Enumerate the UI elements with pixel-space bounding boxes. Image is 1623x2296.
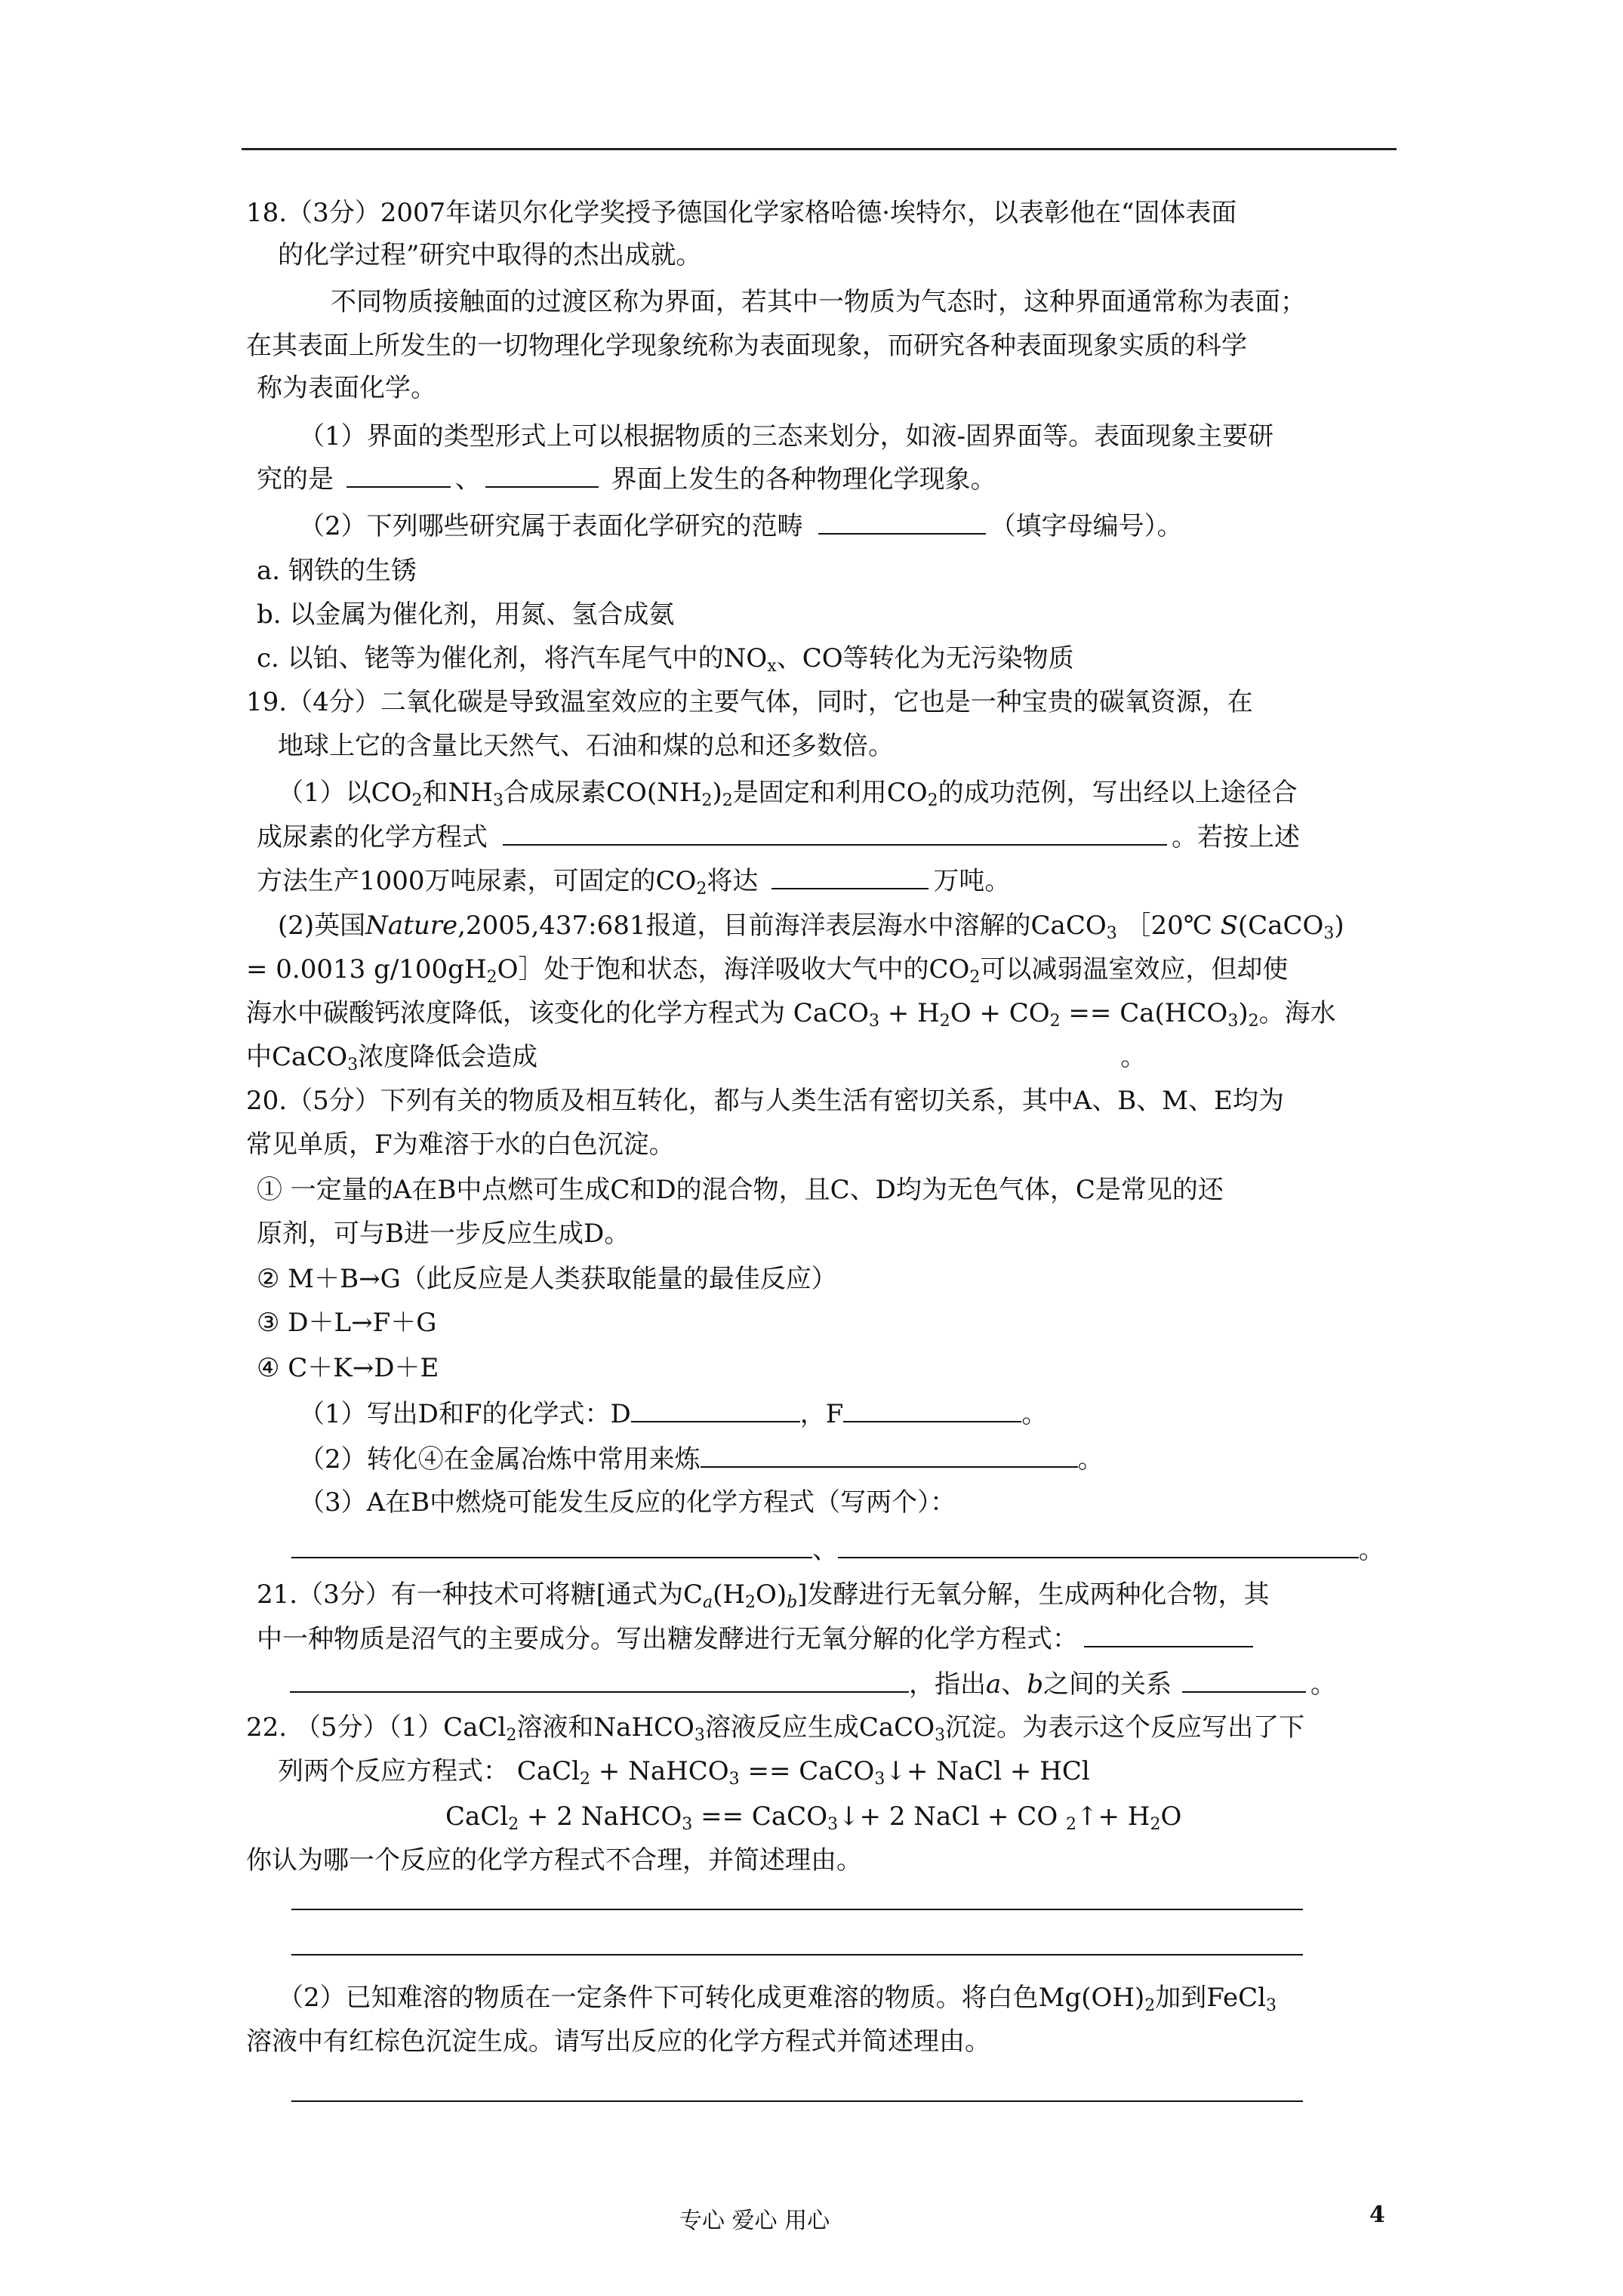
q19-p1-text: 是固定和利用CO bbox=[732, 778, 928, 808]
q19-sub: 3 bbox=[1106, 924, 1117, 943]
q19-p1b-post: 。若按上述 bbox=[1172, 822, 1300, 852]
q19-sub: 2 bbox=[969, 968, 981, 987]
q19-part2-a bbox=[278, 911, 1344, 949]
q22-text: 溶液和NaHCO bbox=[516, 1712, 694, 1743]
q22-text: O bbox=[1160, 1801, 1182, 1832]
q20-s1-mid: ，F bbox=[799, 1399, 844, 1429]
q18-part1-b-sep: 、 bbox=[454, 464, 481, 495]
q21-text: 、 bbox=[1001, 1669, 1027, 1700]
q19-sub: 2 bbox=[1248, 1012, 1259, 1031]
q21-sub-a: a bbox=[702, 1593, 713, 1612]
q18-line-1: 18.（3分）2007年诺贝尔化学奖授予德国化学家格哈德·埃特尔，以表彰他在“固体表面 bbox=[246, 198, 1237, 228]
q22-sub: 3 bbox=[827, 1815, 839, 1834]
q19-p1c-mid: 将达 bbox=[707, 866, 759, 896]
q18-part1-a: （1）界面的类型形式上可以根据物质的三态来划分，如液-固界面等。表面现象主要研 bbox=[299, 421, 1274, 451]
q22-sub: 3 bbox=[728, 1770, 740, 1789]
q19-p2-text: ) bbox=[1334, 911, 1344, 941]
q20-metal-blank[interactable] bbox=[701, 1444, 1078, 1468]
q18-part1-b-post: 界面上发生的各种物理化学现象。 bbox=[611, 464, 996, 495]
footer-motto: 专心 爱心 用心 bbox=[679, 2208, 830, 2234]
q19-sub: 3 bbox=[1323, 924, 1335, 943]
q22-sub: 2 bbox=[1066, 1815, 1076, 1834]
q19-sub: 2 bbox=[722, 791, 733, 810]
q19-solubility-symbol: S bbox=[1220, 911, 1238, 941]
q21-var-a: a bbox=[986, 1669, 1002, 1700]
q22-part2-a bbox=[278, 1983, 1277, 2021]
q18-option-a: a. 钢铁的生锈 bbox=[257, 556, 417, 586]
q18-part2-blank[interactable] bbox=[818, 510, 986, 535]
q19-p1c-pre: 方法生产1000万吨尿素，可固定的CO bbox=[257, 866, 697, 896]
q22-text: == CaCO bbox=[692, 1801, 828, 1832]
q22-text: ↓+ NaCl + HCl bbox=[885, 1756, 1090, 1786]
q21-relation-blank[interactable] bbox=[1182, 1669, 1306, 1693]
q18-line-3: 不同物质接触面的过渡区称为界面，若其中一物质为气态时，这种界面通常称为表面； bbox=[331, 287, 1306, 317]
q21-equation-blank-1[interactable] bbox=[1084, 1623, 1253, 1647]
q20-s2-pre: （2）转化④在金属冶炼中常用来炼 bbox=[299, 1444, 701, 1475]
q19-p2c-text: == Ca(HCO bbox=[1060, 998, 1228, 1028]
q19-sub: 3 bbox=[868, 1012, 879, 1031]
q22-text: + NaHCO bbox=[590, 1756, 729, 1786]
q18-option-b: b. 以金属为催化剂，用氮、氢合成氨 bbox=[257, 599, 675, 630]
q18-option-c-sub: x bbox=[767, 657, 777, 676]
q20-line-1: 20.（5分）下列有关的物质及相互转化，都与人类生活有密切关系，其中A、B、M、E均为 bbox=[246, 1086, 1284, 1116]
q20-s3-sep: 、 bbox=[812, 1535, 838, 1565]
q22-text: （2）已知难溶的物质在一定条件下可转化成更难溶的物质。将白色Mg(OH) bbox=[278, 1983, 1145, 2013]
q18-line-2: 的化学过程”研究中取得的杰出成就。 bbox=[278, 240, 702, 270]
q21-line-2-text: 中一种物质是沼气的主要成分。写出糖发酵进行无氧分解的化学方程式： bbox=[257, 1624, 1078, 1654]
q21-text: 之间的关系 bbox=[1043, 1669, 1172, 1700]
q19-p2b-text: 可以减弱温室效应，但却使 bbox=[980, 954, 1289, 985]
q20-sub-1 bbox=[299, 1398, 1047, 1429]
q21-text: ，指出 bbox=[909, 1669, 986, 1700]
q19-nature-journal: Nature bbox=[365, 911, 458, 941]
q19-part1-c bbox=[257, 865, 1010, 905]
q22-part2-b: 溶液中有红棕色沉淀生成。请写出反应的化学方程式并简述理由。 bbox=[246, 2026, 990, 2057]
q22-answer-line-1[interactable] bbox=[291, 1909, 1303, 1910]
q18-part2 bbox=[299, 510, 1183, 541]
q22-sub: 3 bbox=[874, 1770, 885, 1789]
q21-equation-blank-2[interactable] bbox=[290, 1669, 909, 1693]
q20-reaction-3: ③ D＋L→F＋G bbox=[257, 1308, 437, 1338]
q22-text: + 2 NaHCO bbox=[519, 1801, 682, 1832]
q22-line-1 bbox=[246, 1712, 1304, 1751]
q19-p2-text: ［20℃ bbox=[1125, 911, 1221, 941]
q22-text: == CaCO bbox=[739, 1756, 875, 1786]
q22-sub: 3 bbox=[1266, 1996, 1277, 2015]
q20-s1-post: 。 bbox=[1021, 1399, 1048, 1429]
q19-equation-blank[interactable] bbox=[503, 821, 1167, 846]
q19-part2-d bbox=[246, 1042, 1146, 1080]
q19-part2-c bbox=[246, 998, 1336, 1037]
q19-p2b-text: = 0.0013 g/100gH bbox=[246, 954, 487, 985]
q19-sub: 2 bbox=[486, 968, 497, 987]
q19-p1-text: （1）以CO bbox=[278, 778, 412, 808]
header-rule bbox=[242, 148, 1397, 150]
q20-reaction-4: ④ C＋K→D＋E bbox=[257, 1353, 439, 1383]
q19-effect-space[interactable] bbox=[542, 1043, 1116, 1065]
q19-sub: 2 bbox=[701, 791, 713, 810]
q20-equation-blank-2[interactable] bbox=[838, 1534, 1359, 1558]
q19-p2-text: ,2005,437:681报道，目前海洋表层海水中溶解的CaCO bbox=[457, 911, 1107, 941]
q20-reaction-2: ② M＋B→G（此反应是人类获取能量的最佳反应） bbox=[257, 1264, 837, 1294]
q19-p2-text: (CaCO bbox=[1237, 911, 1324, 941]
q22-sub: 2 bbox=[508, 1815, 519, 1834]
q20-f-formula-blank[interactable] bbox=[843, 1398, 1021, 1422]
q22-text: 22. （5分）（1）CaCl bbox=[246, 1712, 507, 1743]
q18-option-c bbox=[257, 643, 1074, 682]
q20-reaction-1b: 原剂，可与B进一步反应生成D。 bbox=[257, 1219, 630, 1249]
q19-p2c-text: + H bbox=[879, 998, 940, 1028]
q20-d-formula-blank[interactable] bbox=[631, 1398, 800, 1422]
q21-text: 。 bbox=[1310, 1669, 1337, 1700]
q21-text: 21.（3分）有一种技术可将糖[通式为C bbox=[257, 1579, 703, 1610]
q19-sub: 3 bbox=[1227, 1012, 1239, 1031]
q20-sub-3: （3）A在B中燃烧可能发生反应的化学方程式（写两个）： bbox=[299, 1487, 956, 1518]
q22-line-4: 你认为哪一个反应的化学方程式不合理，并简述理由。 bbox=[246, 1845, 862, 1875]
q22-text: 沉淀。为表示这个反应写出了下 bbox=[945, 1712, 1305, 1743]
q19-p1-text: 和NH bbox=[422, 778, 493, 808]
q20-reaction-1a: ① 一定量的A在B中点燃可生成C和D的混合物，且C、D均为无色气体，C是常见的还 bbox=[257, 1175, 1224, 1205]
q21-text: (H bbox=[713, 1579, 746, 1610]
q21-text: ]发酵进行无氧分解，生成两种化合物，其 bbox=[797, 1579, 1270, 1610]
q18-answer-blank-1[interactable] bbox=[346, 464, 451, 488]
q19-sub: 2 bbox=[927, 791, 938, 810]
q22-sub: 2 bbox=[1144, 1996, 1156, 2015]
q20-sub-2 bbox=[299, 1444, 1104, 1475]
q18-part2-pre: （2）下列哪些研究属于表面化学研究的范畴 bbox=[299, 511, 803, 541]
q18-answer-blank-2[interactable] bbox=[485, 464, 599, 488]
q19-sub: 2 bbox=[1049, 1012, 1061, 1031]
q19-sub: 2 bbox=[696, 880, 707, 898]
q22-sub: 2 bbox=[1150, 1815, 1161, 1834]
q22-sub: 2 bbox=[579, 1770, 590, 1789]
q19-p2d-text: 中CaCO bbox=[246, 1042, 348, 1072]
q21-sub-b: b bbox=[787, 1593, 798, 1612]
q18-line-5: 称为表面化学。 bbox=[257, 373, 436, 403]
q21-line-2 bbox=[257, 1623, 1258, 1654]
q20-line-2: 常见单质，F为难溶于水的白色沉淀。 bbox=[246, 1130, 675, 1160]
q19-p1-text: 合成尿素CO(NH bbox=[503, 778, 702, 808]
q19-sub: 2 bbox=[939, 1012, 950, 1031]
q19-part1-a bbox=[278, 778, 1298, 816]
q19-amount-blank[interactable] bbox=[771, 865, 929, 889]
q19-part1-b bbox=[257, 821, 1300, 852]
q19-p1-text: 的成功范例，写出经以上途径合 bbox=[938, 778, 1298, 808]
q22-text: 列两个反应方程式： CaCl bbox=[278, 1756, 580, 1786]
page-number: 4 bbox=[1369, 2202, 1385, 2228]
q18-option-c-post: 、CO等转化为无污染物质 bbox=[776, 643, 1074, 673]
q19-p2c-text: O + CO bbox=[950, 998, 1050, 1028]
q22-text: CaCl bbox=[445, 1801, 509, 1832]
q19-p2c-text: 。海水 bbox=[1258, 998, 1336, 1028]
q22-line-2 bbox=[278, 1756, 1090, 1795]
q19-line-2: 地球上它的含量比天然气、石油和煤的总和还多数倍。 bbox=[278, 731, 894, 761]
q18-part2-post: （填字母编号）。 bbox=[990, 511, 1183, 541]
q22-sub: 3 bbox=[682, 1815, 693, 1834]
q22-text: 溶液反应生成CaCO bbox=[704, 1712, 935, 1743]
q18-part1-b bbox=[257, 464, 996, 495]
q22-text: ↑+ H bbox=[1076, 1801, 1150, 1832]
q22-sub: 2 bbox=[506, 1726, 517, 1745]
q20-s2-post: 。 bbox=[1077, 1444, 1104, 1475]
q19-sub: 3 bbox=[492, 791, 504, 810]
q18-option-c-pre: c. 以铂、铑等为催化剂，将汽车尾气中的NO bbox=[257, 643, 768, 673]
q22-sub: 3 bbox=[935, 1726, 946, 1745]
q18-part1-b-pre: 究的是 bbox=[257, 464, 334, 495]
q22-sub: 3 bbox=[694, 1726, 705, 1745]
q19-p2c-text: 海水中碳酸钙浓度降低，该变化的化学方程式为 CaCO bbox=[246, 998, 869, 1028]
q20-s1-pre: （1）写出D和F的化学式：D bbox=[299, 1399, 631, 1429]
q19-p2b-text: O］处于饱和状态，海洋吸收大气中的CO bbox=[497, 954, 970, 985]
q19-p1b-pre: 成尿素的化学方程式 bbox=[257, 822, 488, 852]
q22-text: ↓+ 2 NaCl + CO bbox=[838, 1801, 1066, 1832]
q18-line-4: 在其表面上所发生的一切物理化学现象统称为表面现象，而研究各种表面现象实质的科学 bbox=[246, 331, 1247, 361]
q22-text: 加到FeCl bbox=[1155, 1983, 1267, 2013]
q21-var-b: b bbox=[1027, 1669, 1044, 1700]
q21-line-3 bbox=[290, 1669, 1336, 1700]
q22-answer-line-3[interactable] bbox=[291, 2100, 1303, 2102]
q20-equation-blank-1[interactable] bbox=[291, 1534, 812, 1558]
q19-p1c-post: 万吨。 bbox=[933, 866, 1011, 896]
q22-line-3 bbox=[445, 1801, 1181, 1840]
q21-sub-2: 2 bbox=[745, 1593, 756, 1612]
q22-answer-line-2[interactable] bbox=[291, 1954, 1303, 1955]
q21-text: O) bbox=[756, 1579, 787, 1610]
q20-sub-3-answers bbox=[291, 1534, 1384, 1565]
q19-p2c-text: ) bbox=[1238, 998, 1249, 1028]
q20-s3-end: 。 bbox=[1359, 1535, 1384, 1565]
q19-p2d-text: 。 bbox=[1120, 1042, 1147, 1072]
q19-sub: 3 bbox=[347, 1056, 359, 1074]
q21-line-1 bbox=[257, 1579, 1270, 1618]
q19-sub: 2 bbox=[411, 791, 423, 810]
q19-p1-text: ) bbox=[712, 778, 722, 808]
q19-p2-text: (2)英国 bbox=[278, 911, 366, 941]
q19-line-1: 19.（4分）二氧化碳是导致温室效应的主要气体，同时，它也是一种宝贵的碳氧资源，在 bbox=[246, 687, 1253, 717]
q19-p2d-text: 浓度降低会造成 bbox=[358, 1042, 538, 1072]
q19-part2-b bbox=[246, 954, 1288, 993]
